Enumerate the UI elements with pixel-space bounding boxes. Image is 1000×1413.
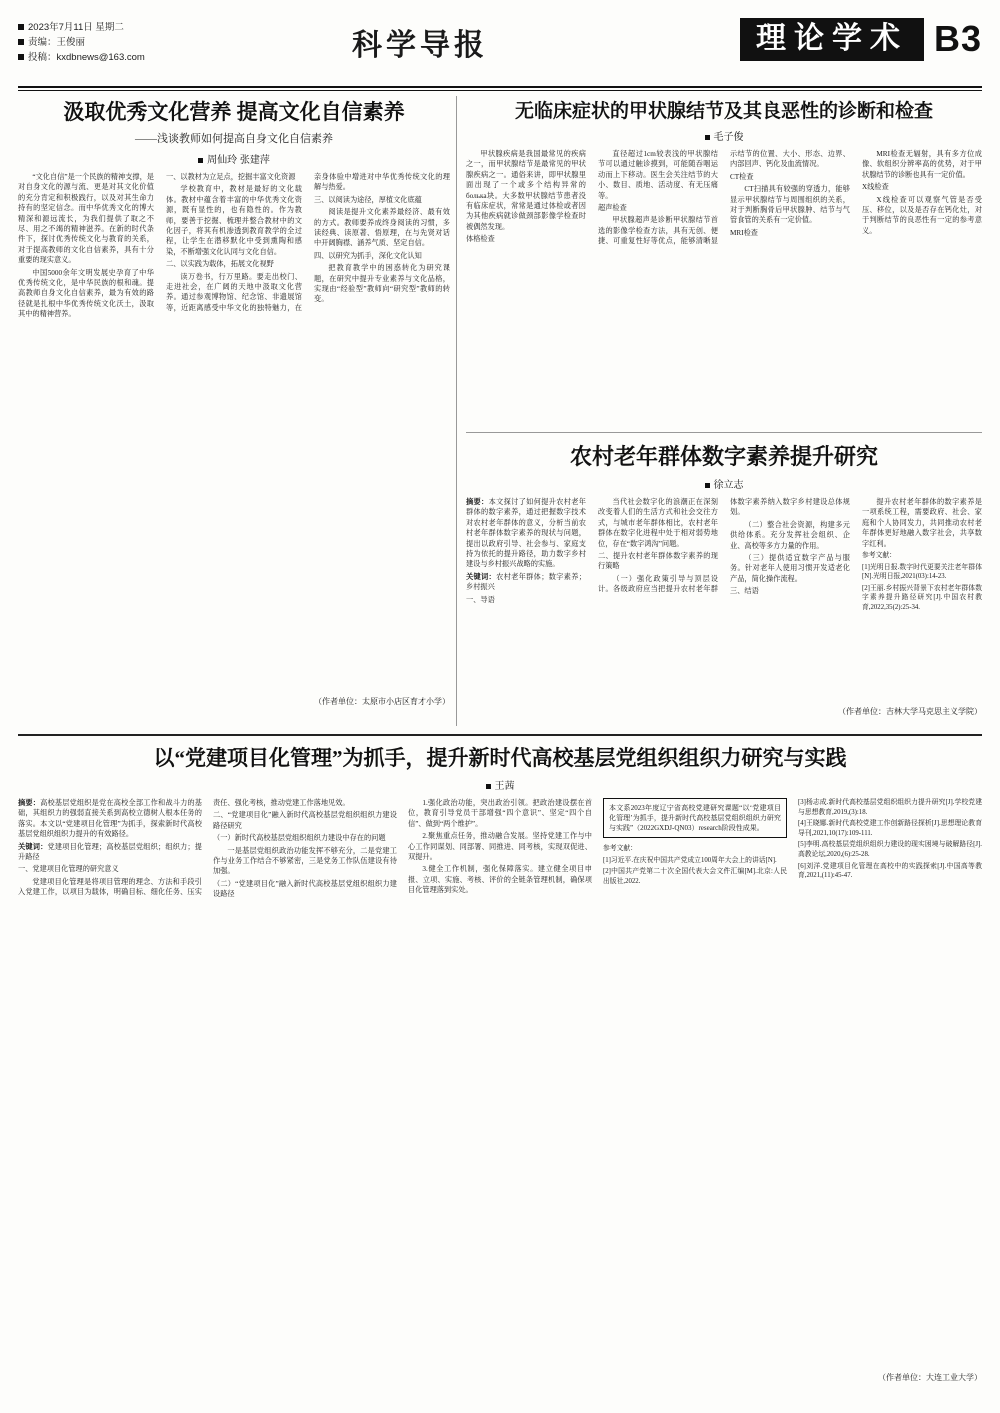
- article1-byline: [18, 151, 450, 166]
- article1-p1: 中国5000余年文明发展史孕育了中华优秀传统文化，是中华民族的根和魂。提高教师自身文化自信素养，最为有效的路径就是扎根中华优秀传统文化沃土，汲取其中的精神营养。: [18, 268, 154, 319]
- article-rural-digital-literacy: [466, 440, 982, 728]
- masthead-center: [188, 18, 652, 64]
- article4-signature: （作者单位：大连工业大学）: [878, 1373, 982, 1382]
- editor-line: 责编：王俊丽: [28, 37, 86, 48]
- article4-s0: 一、党建项目化管理的研究意义: [18, 865, 119, 874]
- masthead-divider: [18, 86, 982, 88]
- article4-s5: （二）“党建项目化”融入新时代高校基层党组织组织力建设路径: [213, 879, 397, 899]
- article2-byline: [466, 128, 982, 143]
- section-name-badge: 理论学术: [740, 18, 924, 61]
- article2-title: 无临床症状的甲状腺结节及其良恶性的诊断和检查: [514, 101, 933, 122]
- article3-signature: （作者单位：吉林大学马克思主义学院）: [838, 707, 982, 716]
- article4-s6: 1.强化政治功能，突出政治引领。把政治建设摆在首位，教育引导党员干部增强“四个意识”、坚定“四个自信”、做到“两个维护”。: [408, 799, 592, 828]
- masthead-divider-thin: [18, 90, 982, 91]
- article-party-building: [18, 742, 982, 1402]
- article2-body: [466, 149, 982, 419]
- article4-ref-3: [4]王晓娜.新时代高校党建工作创新路径探析[J].思想理论教育导刊,2021,10(17):109-111.: [798, 820, 982, 837]
- article1-p5: 读万卷书，行万里路。要走出校门、走进社会，在广阔的天地中汲取文化营养。通过参观博物馆、纪念馆、非遗展馆等，近距离感受中华文化的独特魅力，在亲身体验中增进对中华优秀传统文化的理解与热爱。: [166, 173, 450, 312]
- article4-s8: 3.健全工作机制，强化保障落实。建立健全项目申报、立项、实施、考核、评价的全链条管理机制，确保项目化管理落到实处。: [408, 865, 592, 895]
- byline-mark-icon: [486, 784, 491, 789]
- keywords-label: 关键词：: [18, 842, 48, 851]
- article3-s6: 三、结语: [730, 587, 759, 596]
- article4-ref-4: [5]李明.高校基层党组织组织力建设的现实困境与破解路径[J].高教论坛,2020,(6):25-28.: [798, 841, 982, 858]
- article4-fund-note: 本文系2023年度辽宁省高校党建研究课题“以‘党建项目化管理’为抓手，提升新时代高校基层党组织组织力研究与实践”（2022GXDJ-QN03）research阶段性成果。: [603, 798, 787, 838]
- column-divider-1: [456, 96, 457, 726]
- article3-s7: 提升农村老年群体的数字素养是一项系统工程，需要政府、社会、家庭和个人协同发力，共同推动农村老年群体更好地融入数字社会，共享数字红利。: [862, 498, 982, 548]
- abstract-label: 摘要：: [466, 498, 489, 506]
- article2-p8: MRI检查无辐射，具有多方位成像、软组织分辨率高的优势，对于甲状腺结节的诊断也具有一定价值。: [862, 150, 982, 179]
- article3-s1: 当代社会数字化的浪潮正在深刻改变着人们的生活方式和社会交往方式，与城市老年群体相比，农村老年群体在数字化进程中处于相对弱势地位，存在“数字鸿沟”问题。: [598, 498, 718, 548]
- article2-p1: 体格检查: [466, 235, 495, 244]
- bullet-square-icon: [18, 39, 24, 45]
- article2-p2: 直径超过1cm较表浅的甲状腺结节可以通过触诊摸到，可能随吞咽运动而上下移动。医生会关注结节的大小、数目、质地、活动度、有无压痛等。: [598, 150, 718, 200]
- article2-bottom-rule: [466, 432, 982, 433]
- article1-p2: 一、以教材为立足点，挖掘丰富文化资源: [166, 173, 296, 181]
- article4-s3: （一）新时代高校基层党组织组织力建设中存在的问题: [213, 834, 386, 843]
- article3-abstract: [466, 497, 586, 570]
- publication-name: 科学导报: [352, 29, 488, 62]
- article3-author: 徐立志: [713, 480, 744, 491]
- byline-mark-icon: [705, 483, 710, 488]
- byline-mark-icon: [705, 135, 710, 140]
- article1-p9: 把教育教学中的困惑转化为研究课题，在研究中提升专业素养与文化品格，实现由“经验型”教师向“研究型”教师的转变。: [314, 264, 450, 304]
- article4-ref-5: [6]刘洋.党建项目化管理在高校中的实践探索[J].中国高等教育,2021,(11):45-47.: [798, 862, 982, 880]
- article3-title: 农村老年群体数字素养提升研究: [569, 444, 878, 469]
- article1-title: 汲取优秀文化营养 提高文化自信素养: [63, 100, 405, 124]
- article3-s3: （一）强化政策引导与顶层设计。各级政府应当把提升农村老年群体数字素养纳入数字乡村建设总体规划。: [598, 498, 850, 594]
- keywords-text: 农村老年群体；数字素养；乡村振兴: [466, 572, 586, 592]
- article3-s0: 一、导语: [466, 595, 495, 604]
- article1-p4: 二、以实践为载体，拓展文化视野: [166, 260, 274, 269]
- article1-p0: “文化自信”是一个民族的精神支撑，是对自身文化的源与流、更是对其文化价值的充分肯定和积极践行，以及对其生命力持有的坚定信念。而中华优秀文化的博大精深和源远流长，为我们提供了取之不尽、用之不竭的精神滋养。在新的时代条件下，探讨优秀传统文化与教育的关系，对于提高教师的文化自信素养，具有十分重要的现实意义。: [18, 173, 154, 265]
- abstract-label: 摘要：: [18, 799, 41, 807]
- article4-body: [18, 798, 982, 1368]
- article2-p5: CT检查: [730, 172, 754, 181]
- article3-ref-0: [1]光明日报.数字时代更要关注老年群体[N].光明日报,2021(03):14-23.: [862, 563, 982, 581]
- article4-s7: 2.聚焦重点任务，推动融合发展。坚持党建工作与中心工作同谋划、同部署、同推进、同考核，实现双促进、双提升。: [408, 832, 592, 862]
- article3-body: [466, 497, 982, 702]
- article3-s4: （二）整合社会资源，构建多元供给体系。充分发挥社会组织、企业、高校等多方力量的作用。: [730, 520, 850, 550]
- article2-p3: 超声检查: [598, 204, 627, 213]
- article-thyroid-nodule: [466, 96, 982, 426]
- article1-p6: 三、以阅读为途径，厚植文化底蕴: [314, 195, 422, 204]
- article1-signature: （作者单位：太原市小店区育才小学）: [314, 697, 450, 706]
- article4-keywords: [18, 842, 202, 863]
- article-culture-confidence: [18, 96, 450, 726]
- article3-keywords: [466, 572, 586, 593]
- article2-p7: MRI检查: [730, 228, 758, 237]
- article3-byline: [466, 476, 982, 491]
- article4-s2: 二、“党建项目化”融入新时代高校基层党组织组织力建设路径研究: [213, 811, 397, 830]
- keywords-label: 关键词：: [466, 572, 497, 581]
- article4-s4: 一是基层党组织政治功能发挥不够充分，二是党建工作与业务工作结合不够紧密，三是党务工作队伍建设有待加强。: [213, 846, 397, 876]
- article4-ref-0: [1]习近平.在庆祝中国共产党成立100周年大会上的讲话[N].: [603, 856, 777, 864]
- article2-p9: X线检查: [862, 183, 889, 192]
- abstract-text: 高校基层党组织是党在高校全部工作和战斗力的基础，其组织力的强弱直接关系到高校立德树人根本任务的落实。本文以“党建项目化管理”为抓手，探索新时代高校基层党组织组织力提升的有效路径。: [18, 799, 202, 839]
- keywords-text: 党建项目化管理；高校基层党组织；组织力；提升路径: [18, 842, 202, 862]
- bullet-square-icon: [18, 24, 24, 30]
- article4-abstract: [18, 798, 202, 840]
- masthead-info: [18, 18, 188, 65]
- masthead: [18, 18, 982, 84]
- article1-subtitle: ——浅谈教师如何提高自身文化自信素养: [135, 133, 333, 145]
- article2-p6: CT扫描具有较强的穿透力，能够显示甲状腺结节与周围组织的关系，对于判断胸骨后甲状腺肿、结节与气管食管的关系有一定价值。: [730, 185, 850, 225]
- article1-body: [18, 172, 450, 692]
- article4-byline: [18, 777, 982, 792]
- article4-author: 王茜: [494, 781, 515, 792]
- masthead-right: [652, 18, 982, 61]
- article4-refs-label: 参考文献：: [603, 845, 637, 852]
- article3-refs-label: 参考文献：: [862, 552, 896, 560]
- article2-author: 毛子俊: [713, 132, 744, 143]
- article2-p0: 甲状腺疾病是我国最常见的疾病之一，而甲状腺结节是最常见的甲状腺疾病之一。通俗来讲，即甲状腺里面出现了一个或多个结构异常的болька块。大多数甲状腺结节患者没有临床症状，常常是通过体检或者因为其他疾病就诊做颈部影像学检查时被偶然发现。: [466, 150, 586, 231]
- page-number: B3: [933, 18, 982, 60]
- bullet-square-icon: [18, 54, 24, 60]
- bottom-section-rule: [18, 734, 982, 736]
- article1-p8: 四、以研究为抓手，深化文化认知: [314, 251, 422, 260]
- publication-date: 2023年7月11日 星期二: [28, 22, 124, 33]
- article2-p4: 甲状腺超声是诊断甲状腺结节首选的影像学检查方法，具有无创、便捷、可重复性好等优点，能够清晰显示结节的位置、大小、形态、边界、内部回声、钙化及血流情况。: [598, 150, 850, 246]
- submission-email: 投稿：kxdbnews@163.com: [28, 52, 145, 63]
- article1-p3: 学校教育中，教材是最好的文化载体。教材中蕴含着丰富的中华优秀文化资源，既有显性的，也有隐性的。作为教师，要善于挖掘、梳理并整合教材中的文化因子，将其有机渗透到教育教学的全过程，让学生在潜移默化中受到熏陶和感染，不断增强文化认同与文化自信。: [166, 185, 302, 256]
- article4-title: 以“党建项目化管理”为抓手，提升新时代高校基层党组织组织力研究与实践: [153, 746, 847, 770]
- byline-mark-icon: [198, 158, 203, 163]
- article3-ref-1: [2]王丽.乡村振兴背景下农村老年群体数字素养提升路径研究[J].中国农村教育,2022,35(2):25-34.: [862, 584, 982, 611]
- article1-author: 周仙玲 张建萍: [207, 155, 270, 166]
- article1-p7: 阅读是提升文化素养最经济、最有效的方式。教师要养成终身阅读的习惯，多读经典、读原著、悟原理，在与先贤对话中开阔胸襟、涵养气质、坚定自信。: [314, 208, 450, 248]
- article4-ref-2: [3]杨志成.新时代高校基层党组织组织力提升研究[J].学校党建与思想教育,2019,(3):18.: [798, 799, 982, 816]
- article4-ref-1: [2]中国共产党第二十次全国代表大会文件汇编[M].北京:人民出版社,2022.: [603, 868, 787, 885]
- article3-s2: 二、提升农村老年群体数字素养的现行策略: [598, 552, 718, 571]
- article4-s1: 党建项目化管理是将项目管理的理念、方法和手段引入党建工作，以项目为载体，明确目标、细化任务、压实责任、强化考核，推动党建工作落地见效。: [18, 799, 350, 897]
- abstract-text: 本文探讨了如何提升农村老年群体的数字素养，通过把握数字技术对农村老年群体的意义，分析当前农村老年群体数字素养的现状与问题，提出以政府引导、社会参与、家庭支持为依托的提升路径，助力数字乡村建设与乡村振兴战略的实施。: [466, 498, 586, 569]
- article2-p10: X线检查可以观察气管是否受压、移位，以及是否存在钙化灶，对于判断结节的良恶性有一定的参考意义。: [862, 195, 982, 235]
- article3-s5: （三）提供适宜数字产品与服务。针对老年人使用习惯开发适老化产品，简化操作流程。: [730, 554, 850, 583]
